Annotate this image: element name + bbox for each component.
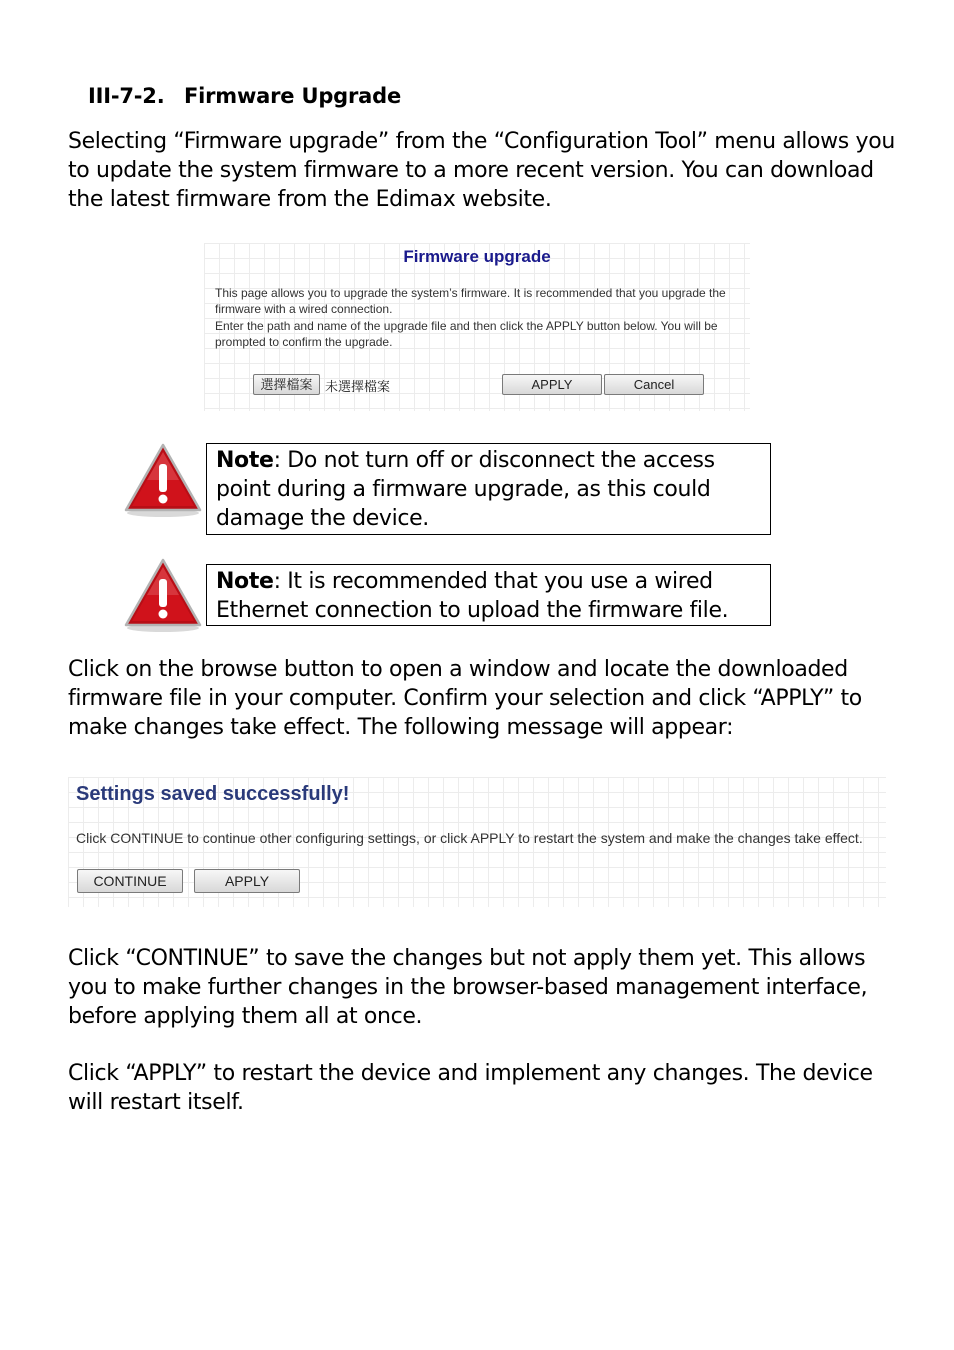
note-label: Note — [216, 448, 274, 473]
continue-button[interactable]: CONTINUE — [77, 869, 183, 893]
note-box-wired — [206, 564, 771, 626]
firmware-description-line2: Enter the path and name of the upgrade file and then click the APPLY button below. You will be prompted to confirm the upgrade. — [215, 318, 718, 349]
warning-triangle-icon — [124, 557, 202, 633]
section-heading — [88, 84, 401, 108]
note-box-power — [206, 443, 771, 535]
section-number: III-7-2. — [88, 84, 165, 108]
note-text: : It is recommended that you use a wired Ethernet connection to upload the firmware file. — [216, 569, 729, 623]
firmware-upgrade-panel — [204, 243, 750, 411]
note-label: Note — [216, 569, 274, 594]
continue-paragraph: Click “CONTINUE” to save the changes but not apply them yet. This allows you to make further changes in the browser-based management interface, before applying them all at once. — [68, 946, 868, 1029]
settings-saved-panel — [68, 777, 886, 907]
firmware-panel-title: Firmware upgrade — [403, 247, 551, 266]
warning-triangle-icon — [124, 442, 202, 518]
choose-file-button[interactable]: 選擇檔案 — [253, 374, 320, 395]
firmware-apply-button[interactable]: APPLY — [502, 374, 602, 395]
firmware-panel-description — [215, 285, 743, 350]
section-title: Firmware Upgrade — [184, 84, 401, 108]
saved-apply-button[interactable]: APPLY — [194, 869, 300, 893]
browse-paragraph: Click on the browse button to open a window and locate the downloaded firmware file in your computer. Confirm your selection and click “APPLY” to make changes take effect. The following message will appear: — [68, 657, 862, 740]
file-status-text: 未選擇檔案 — [325, 379, 391, 394]
saved-panel-description: Click CONTINUE to continue other configuring settings, or click APPLY to restart the system and make the changes take effect. — [76, 830, 863, 846]
intro-paragraph: Selecting “Firmware upgrade” from the “Configuration Tool” menu allows you to update the system firmware to a more recent version. You can download the latest firmware from the Edimax website. — [68, 129, 895, 212]
firmware-description-line1: This page allows you to upgrade the system’s firmware. It is recommended that you upgrade the firmware with a wired connection. — [215, 286, 726, 317]
firmware-cancel-button[interactable]: Cancel — [604, 374, 704, 395]
saved-panel-title: Settings saved successfully! — [76, 783, 350, 805]
note-text: : Do not turn off or disconnect the access point during a firmware upgrade, as this could damage the device. — [216, 448, 715, 531]
apply-paragraph: Click “APPLY” to restart the device and implement any changes. The device will restart itself. — [68, 1061, 873, 1115]
